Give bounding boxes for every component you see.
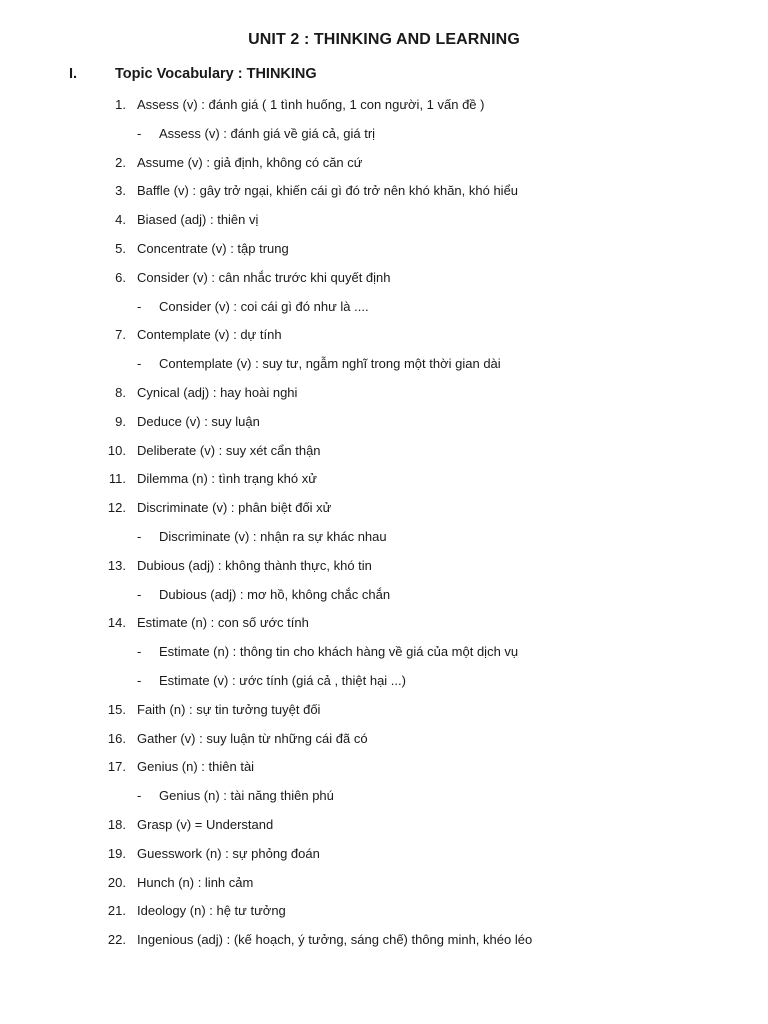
vocab-item [0, 469, 768, 489]
vocab-item [0, 268, 768, 288]
bullet-dash: - [137, 788, 142, 804]
section-title: Topic Vocabulary : THINKING [115, 66, 317, 82]
item-text: Dilemma (n) : tình trạng khó xử [137, 471, 317, 487]
item-text: Biased (adj) : thiên vị [137, 212, 259, 228]
vocab-item [0, 930, 768, 950]
item-number: 4. [115, 212, 126, 228]
vocab-item [0, 239, 768, 259]
item-number: 5. [115, 241, 126, 256]
item-number: 8. [115, 385, 126, 400]
vocab-sub-item [0, 527, 768, 547]
vocab-item [0, 901, 768, 921]
item-text: Estimate (n) : con số ước tính [137, 615, 309, 631]
vocab-item [0, 498, 768, 518]
item-text: Guesswork (n) : sự phỏng đoán [137, 845, 320, 861]
item-number: 18. [107, 817, 126, 832]
item-number: 17. [107, 759, 126, 775]
vocab-item [0, 757, 768, 777]
item-text: Hunch (n) : linh cảm [137, 874, 254, 890]
item-text: Discriminate (v) : nhận ra sự khác nhau [159, 529, 387, 544]
item-text: Baffle (v) : gây trở ngại, khiến cái gì đó trở nên khó khăn, khó hiểu [137, 183, 519, 199]
item-text: Concentrate (v) : tập trung [137, 241, 289, 256]
item-number: 22. [107, 932, 126, 948]
vocab-item [0, 153, 768, 173]
bullet-dash: - [137, 529, 142, 544]
item-text: Faith (n) : sự tin tưởng tuyệt đối [137, 701, 321, 717]
vocab-item [0, 325, 768, 345]
item-number: 6. [115, 269, 126, 285]
vocab-item [0, 556, 768, 576]
item-text: Discriminate (v) : phân biệt đối xử [137, 500, 332, 516]
item-text: Genius (n) : thiên tài [137, 759, 255, 775]
item-text: Consider (v) : cân nhắc trước khi quyết định [137, 269, 391, 285]
item-text: Assess (v) : đánh giá về giá cả, giá trị [159, 125, 376, 141]
vocab-sub-item [0, 297, 768, 317]
item-number: 3. [115, 183, 126, 199]
vocab-item [0, 383, 768, 403]
item-number: 7. [115, 327, 126, 343]
item-text: Estimate (n) : thông tin cho khách hàng về giá của một dịch vụ [159, 644, 519, 660]
bullet-dash: - [137, 356, 142, 372]
bullet-dash: - [137, 298, 142, 314]
item-text: Gather (v) : suy luận từ những cái đã có [137, 730, 368, 746]
item-text: Deliberate (v) : suy xét cẩn thận [137, 442, 321, 458]
item-number: 21. [107, 903, 126, 919]
vocab-item [0, 844, 768, 864]
vocab-item [0, 815, 768, 835]
item-number: 2. [115, 154, 126, 170]
vocab-item [0, 700, 768, 720]
item-number: 11. [108, 471, 126, 487]
item-text: Dubious (adj) : không thành thực, khó tin [137, 557, 372, 573]
bullet-dash: - [137, 673, 142, 688]
item-number: 12. [107, 500, 126, 516]
vocab-item [0, 729, 768, 749]
vocab-item [0, 412, 768, 432]
vocab-sub-item [0, 671, 768, 691]
document-title: UNIT 2 : THINKING AND LEARNING [248, 31, 520, 48]
vocab-item [0, 210, 768, 230]
vocab-item [0, 873, 768, 893]
vocab-item [0, 441, 768, 461]
bullet-dash: - [137, 644, 142, 660]
item-text: Deduce (v) : suy luận [137, 413, 260, 429]
vocab-item [0, 181, 768, 201]
item-number: 14. [107, 615, 126, 631]
vocab-sub-item [0, 124, 768, 144]
item-text: Consider (v) : coi cái gì đó như là .... [159, 298, 369, 314]
item-number: 13. [107, 557, 126, 573]
item-number: 1. [115, 97, 126, 112]
bullet-dash: - [137, 586, 142, 602]
item-text: Cynical (adj) : hay hoài nghi [137, 385, 298, 400]
vocab-sub-item [0, 642, 768, 662]
item-text: Grasp (v) = Understand [137, 817, 274, 832]
item-number: 16. [107, 730, 126, 746]
item-text: Genius (n) : tài năng thiên phú [159, 788, 334, 804]
item-text: Assess (v) : đánh giá ( 1 tình huống, 1 con người, 1 vấn đề ) [137, 97, 485, 112]
item-number: 20. [107, 874, 126, 890]
item-text: Contemplate (v) : suy tư, ngẫm nghĩ trong một thời gian dài [159, 356, 501, 372]
item-text: Contemplate (v) : dự tính [137, 327, 282, 343]
bullet-dash: - [137, 125, 142, 141]
item-text: Ingenious (adj) : (kế hoạch, ý tưởng, sáng chế) thông minh, khéo léo [137, 932, 533, 948]
vocab-sub-item [0, 786, 768, 806]
vocab-sub-item [0, 354, 768, 374]
item-text: Dubious (adj) : mơ hồ, không chắc chắn [159, 586, 391, 602]
vocab-item [0, 95, 768, 115]
item-text: Estimate (v) : ước tính (giá cả , thiệt hại ...) [159, 673, 406, 688]
vocab-sub-item [0, 585, 768, 605]
item-text: Ideology (n) : hệ tư tưởng [137, 903, 286, 919]
item-number: 19. [107, 845, 126, 861]
vocab-item [0, 613, 768, 633]
section-number: I. [69, 66, 78, 82]
section-heading [0, 66, 768, 86]
item-text: Assume (v) : giả định, không có căn cứ [137, 154, 363, 170]
item-number: 10. [107, 442, 126, 458]
item-number: 15. [107, 701, 126, 717]
item-number: 9. [115, 413, 126, 429]
